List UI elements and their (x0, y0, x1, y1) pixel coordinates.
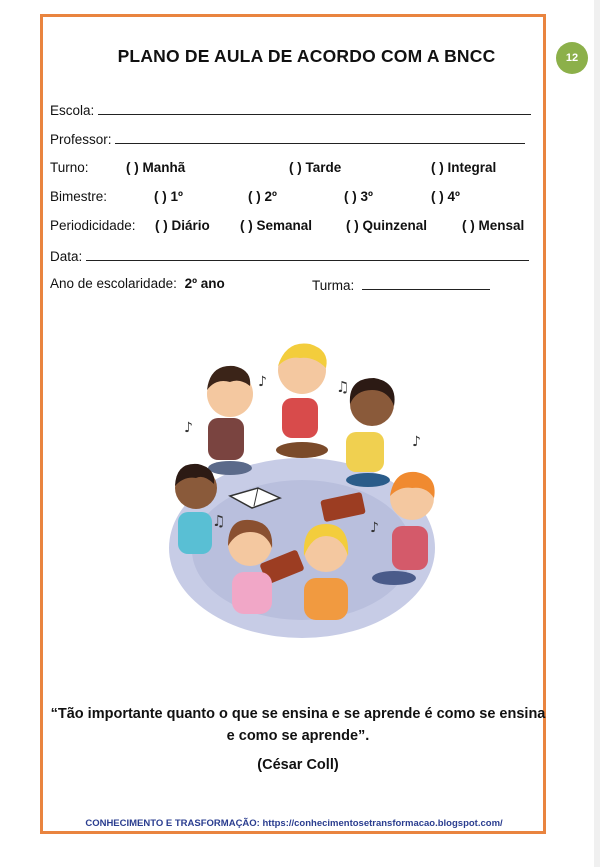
svg-text:♫: ♫ (212, 512, 226, 530)
turma-label: Turma: (312, 278, 355, 293)
child-top-left (207, 366, 253, 475)
turma-row (312, 276, 490, 293)
svg-text:♪: ♪ (412, 434, 421, 450)
periodicidade-option-mensal[interactable]: ( ) Mensal (462, 218, 525, 233)
bimestre-option-1[interactable]: ( ) 1º (154, 189, 183, 204)
quote-line-2: e como se aprende”. (226, 728, 370, 744)
svg-text:♪: ♪ (258, 374, 267, 390)
child-top-right (346, 378, 395, 487)
turma-field[interactable] (362, 276, 490, 290)
periodicidade-option-quinzenal[interactable]: ( ) Quinzenal (346, 218, 427, 233)
turno-option-integral[interactable]: ( ) Integral (431, 160, 497, 175)
periodicidade-option-diario[interactable]: ( ) Diário (155, 218, 210, 233)
page-title: PLANO DE AULA DE ACORDO COM A BNCC (117, 46, 496, 66)
data-label: Data: (50, 249, 83, 264)
escola-row (50, 101, 531, 118)
svg-text:♫: ♫ (336, 378, 350, 396)
child-top (276, 343, 328, 458)
turno-label: Turno: (50, 160, 89, 175)
bimestre-label: Bimestre: (50, 189, 108, 204)
bimestre-option-2[interactable]: ( ) 2º (248, 189, 277, 204)
ano-value: 2º ano (184, 276, 225, 291)
floor-rug-inner (192, 480, 412, 620)
quote-author: (César Coll) (257, 757, 339, 773)
bimestre-option-4[interactable]: ( ) 4º (431, 189, 460, 204)
svg-text:♪: ♪ (184, 420, 193, 436)
periodicidade-label: Periodicidade: (50, 218, 136, 233)
page-number-badge: 12 (556, 42, 588, 74)
ano-label: Ano de escolaridade: (50, 276, 177, 291)
data-row (50, 247, 529, 264)
escola-label: Escola: (50, 103, 95, 118)
page-edge (594, 0, 600, 867)
footer-credit: CONHECIMENTO E TRASFORMAÇÃO: https://conhecimentosetransformacao.blogspot.com/ (85, 818, 503, 829)
professor-label: Professor: (50, 132, 112, 147)
quote (48, 703, 548, 747)
bimestre-option-3[interactable]: ( ) 3º (344, 189, 373, 204)
ano-row (50, 276, 225, 291)
periodicidade-option-semanal[interactable]: ( ) Semanal (240, 218, 313, 233)
professor-field[interactable] (115, 130, 525, 144)
svg-text:♪: ♪ (370, 520, 379, 536)
quote-line-1: “Tão importante quanto o que se ensina e se aprende é como se ensina (50, 706, 546, 722)
data-field[interactable] (86, 247, 529, 261)
turno-option-manha[interactable]: ( ) Manhã (126, 160, 186, 175)
turno-option-tarde[interactable]: ( ) Tarde (289, 160, 342, 175)
children-circle-illustration (150, 320, 450, 650)
professor-row (50, 130, 525, 147)
escola-field[interactable] (98, 101, 531, 115)
